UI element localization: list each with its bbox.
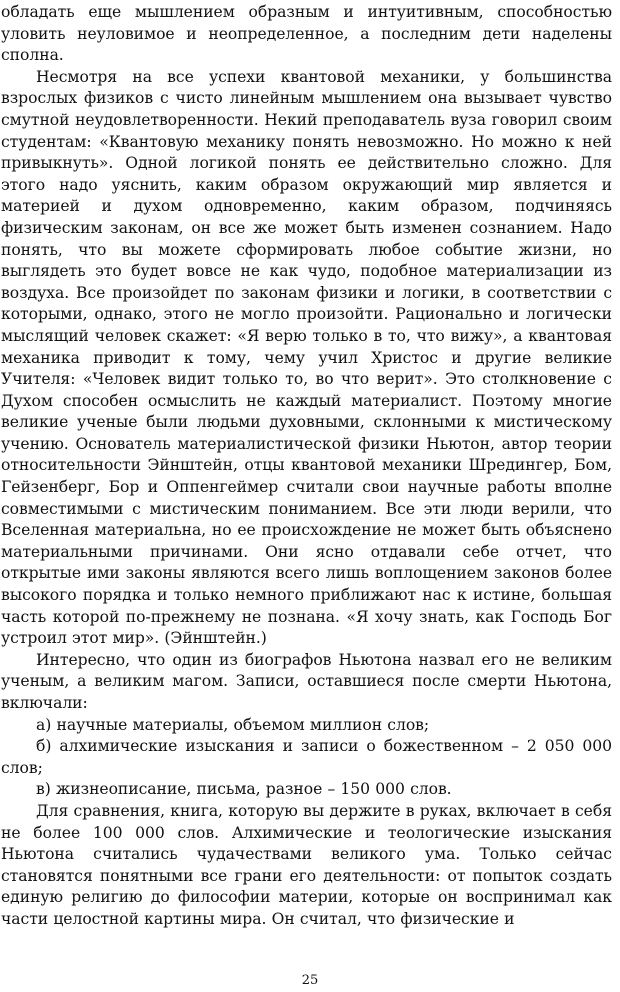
paragraph-newton-biographer: Интересно, что один из биографов Ньютона назвал его не великим ученым, а великим магом. Записи, оставшиеся после смерти Ньютона, включали: [1, 650, 612, 712]
paragraph-comparison: Для сравнения, книга, которую вы держите в руках, включает в себя не более 100 000 слов. Алхимические и теологические изыскания Ньютона считались чудачествами великого ума. Только сейчас становятся понятными все грани его деятельности: от попыток создать единую религию до философии материи, которые он воспринимал как части целостной картины мира. Он считал, что физические и [1, 801, 612, 928]
page-text [1, 2, 612, 931]
list-item-scientific: а) научные материалы, объемом миллион слов; [36, 715, 430, 734]
page-number: 25 [301, 973, 319, 988]
paragraph-continuation: обладать еще мышлением образным и интуитивным, способностью уловить неуловимое и неопределенное, а последним дети наделены сполна. [1, 3, 612, 65]
list-item-alchemical: б) алхимические изыскания и записи о божественном – 2 050 000 слов; [1, 737, 612, 777]
list-item-biography: в) жизнеописание, письма, разное – 150 000 слов. [36, 780, 452, 799]
paragraph-quantum-mechanics: Несмотря на все успехи квантовой механики, у большинства взрослых физиков с чисто линейным мышлением она вызывает чувство смутной неудовлетворенности. Некий преподаватель вуза говорил своим студентам: «Квантовую механику понять невозможно. Но можно к ней привыкнуть». Одной логикой понять ее действительно сложно. Для этого надо уяснить, каким образом окружающий мир является и материей и духом одновременно, каким образом, подчиняясь физическим законам, он все же может быть изменен сознанием. Надо понять, что вы можете сформировать любое событие жизни, но выглядеть это будет вовсе не как чудо, подобное материализации из воздуха. Все произойдет по законам физики и логики, в соответствии с которыми, однако, этого не могло произойти. Рационально и логически мыслящий человек скажет: «Я верю только в то, что вижу», а квантовая механика приводит к тому, чему учил Христос и другие великие Учителя: «Человек видит только то, во что верит». Это столкновение с Духом способен осмыслить не каждый материалист. Поэтому многие великие ученые были людьми духовными, склонными к мистическому учению. Основатель материалистической физики Ньютон, автор теории относительности Эйнштейн, отцы квантовой механики Шредингер, Бом, Гейзенберг, Бор и Оппенгеймер считали свои научные работы вполне совместимыми с мистическим пониманием. Все эти люди верили, что Вселенная материальна, но ее происхождение не может быть объяснено материальными причинами. Они ясно отдавали себе отчет, что открытые ими законы являются всего лишь воплощением законов более высокого порядка и только немного приближают нас к истине, большая часть которой по-прежнему не познана. «Я хочу знать, как Господь Бог устроил этот мир». (Эйнштейн.) [1, 67, 612, 648]
